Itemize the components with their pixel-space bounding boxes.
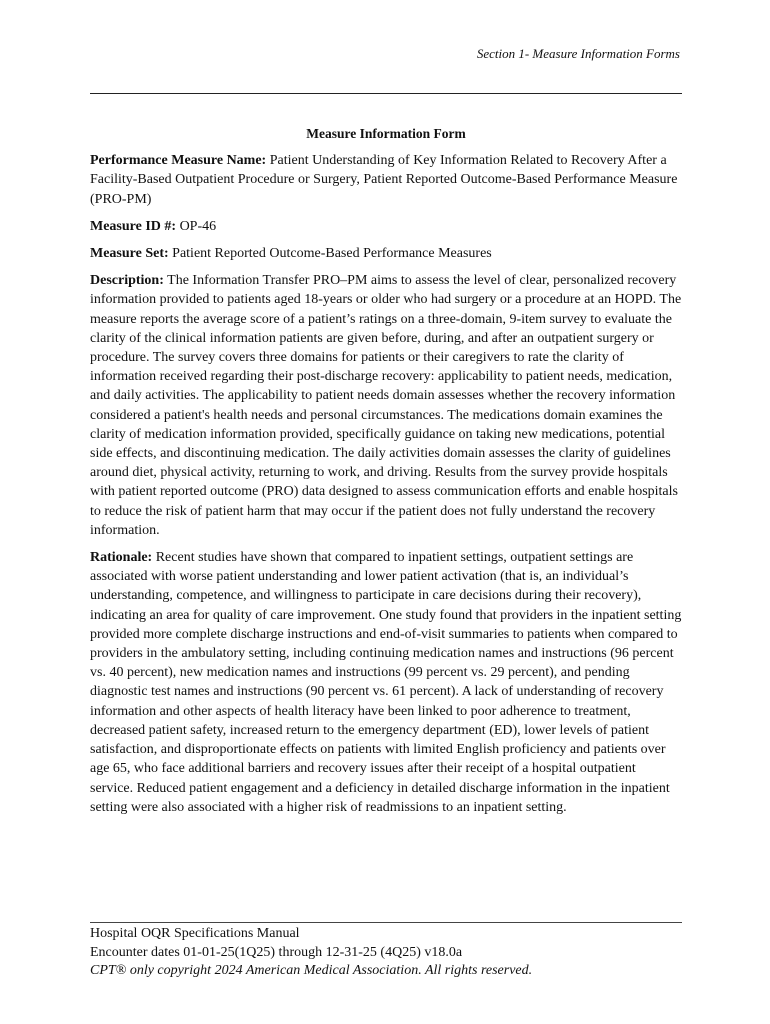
measure-set-value: Patient Reported Outcome-Based Performance Measures <box>168 246 492 262</box>
measure-set-field <box>90 244 682 263</box>
form-title: Measure Information Form <box>306 126 466 141</box>
rationale-text: Recent studies have shown that compared to inpatient settings, outpatient settings are associated with worse patient understanding and lower patient activation (that is, an individual’s understanding, competence, and willingness to participate in care decisions during their recovery), indicating an area for quality of care improvement. One study found that providers in the inpatient setting provided more complete discharge instructions and end-of-visit summaries to patients when compared to providers in the ambulatory setting, including continuing medication names and instructions (96 percent vs. 40 percent), new medication names and instructions (99 percent vs. 29 percent), and pending diagnostic test names and instructions (90 percent vs. 61 percent). A lack of understanding of recovery information and other aspects of health literacy have been linked to poor adherence to treatment, decreased patient safety, increased return to the emergency department (ED), lower levels of patient satisfaction, and disproportionate effects on patients with limited English proficiency and patients over age 65, who face additional barriers and recovery issues after their receipt of a hospital outpatient service. Reduced patient engagement and a deficiency in detailed discharge information in the inpatient setting were also associated with a higher risk of readmissions to an inpatient setting. <box>90 550 682 815</box>
description-paragraph <box>90 271 682 540</box>
measure-set-label: Measure Set: <box>90 246 169 262</box>
rationale-label: Rationale: <box>90 550 153 566</box>
measure-name-label: Performance Measure Name: <box>90 153 267 169</box>
footer-divider <box>90 922 682 923</box>
measure-id-label: Measure ID #: <box>90 218 177 234</box>
measure-id-value: OP-46 <box>176 218 217 234</box>
measure-name-field <box>90 151 682 209</box>
header-divider <box>90 93 682 94</box>
page-footer <box>90 925 690 981</box>
measure-id-field <box>90 217 682 236</box>
footer-encounter-dates: Encounter dates 01-01-25(1Q25) through 12-31-25 (4Q25) v18.0a <box>90 944 463 960</box>
document-body <box>90 124 682 825</box>
section-header: Section 1- Measure Information Forms <box>476 46 680 61</box>
measure-name-value: Patient Understanding of Key Information Related to Recovery After a Facility-Based Outpatient Procedure or Surgery, Patient Reported Outcome-Based Performance Measure (PRO-PM) <box>90 153 678 207</box>
footer-copyright: CPT® only copyright 2024 American Medical Association. All rights reserved. <box>90 963 533 978</box>
rationale-paragraph <box>90 548 682 817</box>
footer-manual-title: Hospital OQR Specifications Manual <box>90 926 300 941</box>
description-label: Description: <box>90 273 164 289</box>
description-text: The Information Transfer PRO–PM aims to assess the level of clear, personalized recovery information provided to patients aged 18-years or older who had surgery or a procedure at an HOPD. The measure reports the average score of a patient’s ratings on a three-domain, 9-item survey to evaluate the clarity of the clinical information patients are given before, during, and after an outpatient surgery or procedure. The survey covers three domains for patients or their caregivers to rate the clarity of information received regarding their post-discharge recovery: applicability to patient needs, medication, and daily activities. The applicability to patient needs domain assesses whether the recovery information considered a patient's health needs and personal circumstances. The medications domain examines the clarity of medication information provided, specifically guidance on taking new medications, potential side effects, and discontinuing medication. The daily activities domain assesses the clarity of guidelines around diet, physical activity, returning to work, and driving. Results from the survey provide hospitals with patient reported outcome (PRO) data designed to assess communication efforts and enable hospitals to reduce the risk of patient harm that may occur if the patient does not fully understand the recovery information. <box>90 273 682 538</box>
